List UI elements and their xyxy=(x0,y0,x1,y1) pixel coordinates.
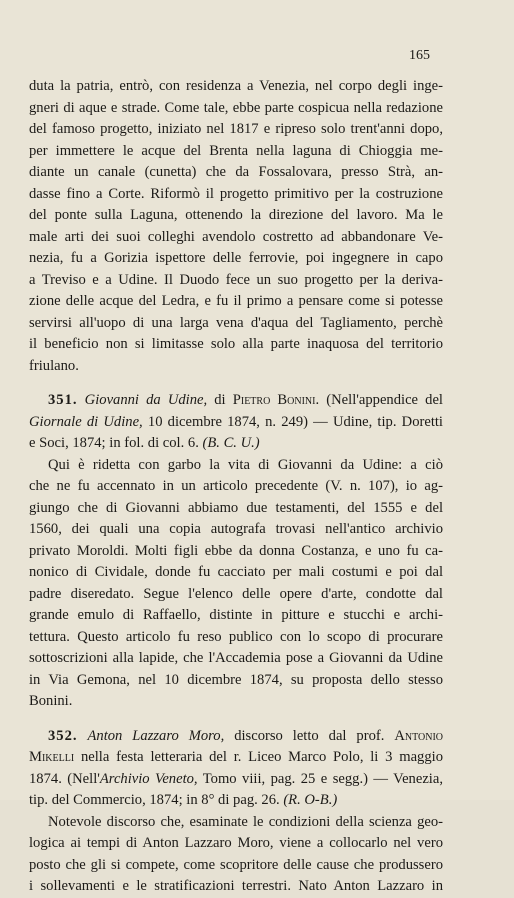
entry-number: 352. xyxy=(48,727,78,744)
entry-heading-line: e Soci, 1874; in fol. di col. 6. (B. C. U.) xyxy=(29,435,260,451)
entry-title: Anton Lazzaro Moro, xyxy=(87,727,225,744)
text-line: del ponte sulla Laguna, ottenendo la direzione del lavoro. Ma le xyxy=(29,207,443,223)
text-line: del famoso progetto, iniziato nel 1817 e ripreso solo trent'anni dopo, xyxy=(29,121,443,137)
text-line: per immettere le acque del Brenta nella laguna di Chioggia me- xyxy=(29,142,443,159)
text-line: gneri di aque e strade. Come tale, ebbe parte cospicua nella redazione xyxy=(29,99,443,116)
entry-shelfmark: (R. O-B.) xyxy=(283,792,338,808)
text-line: grande emulo di Raffaello, distinte in pitture e stucchi e archi- xyxy=(29,607,443,623)
entry-heading-line: 1874. (Nell'Archivio Veneto, Tomo viii, pag. 25 e segg.) — Venezia, xyxy=(29,770,443,787)
text-line: giungo che di Giovanni abbiamo due testamenti, del 1555 e del xyxy=(29,499,443,516)
text-line: i sollevamenti e le stratificazioni terrestri. Nato Anton Lazzaro in xyxy=(29,878,443,894)
entry-author-first: Antonio xyxy=(394,727,443,744)
text-line: nezia, fu a Gorizia ispettore delle ferrovie, poi ingegnere in capo xyxy=(29,250,443,266)
entry-351 xyxy=(29,390,443,713)
text-line: Notevole discorso che, esaminate le condizioni della scienza geo- xyxy=(48,813,443,830)
text-line: in Via Gemona, nel 10 dicembre 1874, su proposta dello stesso xyxy=(29,671,443,688)
entry-journal: Giornale di Udine, xyxy=(29,413,143,430)
text-line: logica ai tempi di Anton Lazzaro Moro, viene a collocarlo nel vero xyxy=(29,835,443,851)
entry-author-last: Mikelli xyxy=(29,749,75,765)
text-line: il beneficio non si limitasse solo alla parte inaquosa del territorio xyxy=(29,336,443,352)
text-line: Qui è ridetta con garbo la vita di Giovanni da Udine: a ciò xyxy=(48,456,443,473)
entry-title: Giovanni da Udine, xyxy=(84,392,208,408)
entry-heading-line: Mikelli nella festa letteraria del r. Liceo Marco Polo, li 3 maggio xyxy=(29,749,443,765)
entry-shelfmark: (B. C. U.) xyxy=(202,435,260,451)
entry-heading-line: Giornale di Udine, 10 dicembre 1874, n. 249) — Udine, tip. Doretti xyxy=(29,413,443,430)
text-line: male arti dei suoi colleghi avendolo costretto ad abbandonare Ve- xyxy=(29,228,443,245)
text-line: posto che gli si compete, come scopritore delle cause che produssero xyxy=(29,856,443,873)
page-number: 165 xyxy=(409,48,430,63)
text-line: tettura. Questo articolo fu reso publico con lo scopo di procurare xyxy=(29,628,443,645)
text-line: privato Moroldi. Molti figli ebbe da donna Costanza, e uno fu ca- xyxy=(29,542,443,559)
page-text xyxy=(29,76,443,898)
text-line: duta la patria, entrò, con residenza a Venezia, nel corpo degli inge- xyxy=(29,78,443,94)
entry-heading-line: tip. del Commercio, 1874; in 8° di pag. 26. (R. O-B.) xyxy=(29,792,338,808)
text-line: a Treviso e a Udine. Il Duodo fece un suo progetto per la deriva- xyxy=(29,271,443,288)
entry-author: Pietro Bonini xyxy=(232,392,316,408)
text-line: padre diseredato. Segue l'elenco delle opere d'arte, condotte dal xyxy=(29,585,443,602)
text-line: 1560, dei quali una copia autografa trovasi nell'antico archivio xyxy=(29,521,443,537)
text-line: che ne fu accennato in un articolo precedente (V. n. 107), io ag- xyxy=(29,478,443,494)
entry-heading-line: 352. Anton Lazzaro Moro, discorso letto dal prof. Antonio xyxy=(48,727,443,744)
entry-352 xyxy=(29,726,443,898)
text-line: zione delle acque del Ledra, e fu il primo a pensare come si potesse xyxy=(29,293,443,309)
intro-paragraph xyxy=(29,76,443,377)
text-line: sottoscrizioni alla lapide, che l'Accademia pose a Giovanni da Udine xyxy=(29,650,443,666)
entry-heading-line: 351. Giovanni da Udine, di Pietro Bonini. (Nell'appendice del xyxy=(48,392,443,408)
text-line: diante un canale (cunetta) che da Fossalovara, presso Strà, an- xyxy=(29,164,443,180)
text-line: dasse fino a Corte. Riformò il progetto primitivo per la costruzione xyxy=(29,185,443,202)
text-line: friulano. xyxy=(29,357,79,374)
text-line: nonico di Cividale, donde fu cacciato per mali costumi e poi dal xyxy=(29,564,443,580)
entry-journal: Archivio Veneto, xyxy=(99,770,198,787)
entry-number: 351. xyxy=(48,392,78,408)
text-line: Bonini. xyxy=(29,693,73,709)
text-line: servirsi all'uopo di una larga vena d'aqua del Tagliamento, perchè xyxy=(29,314,443,331)
